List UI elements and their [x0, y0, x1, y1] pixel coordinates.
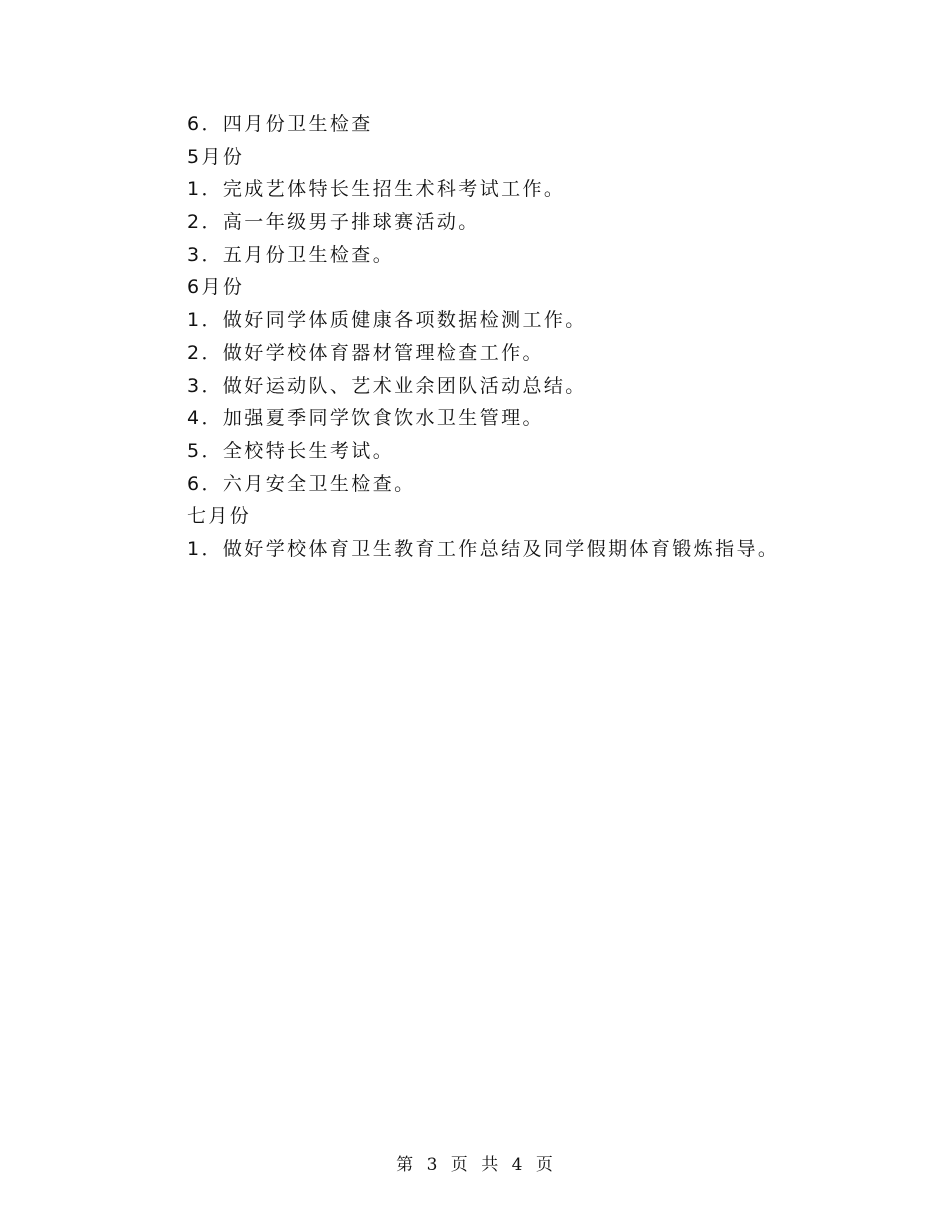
- document-body: [187, 108, 887, 566]
- list-item: 1．做好学校体育卫生教育工作总结及同学假期体育锻炼指导。: [187, 537, 780, 560]
- list-item: 3．五月份卫生检查。: [187, 243, 395, 266]
- section-heading: 七月份: [187, 505, 252, 528]
- section-heading: 5月份: [187, 145, 245, 168]
- list-item: 6．四月份卫生检查: [187, 113, 373, 135]
- list-item: 2．高一年级男子排球赛活动。: [187, 211, 480, 234]
- list-item: 5．全校特长生考试。: [187, 439, 395, 462]
- section-heading: 6月份: [187, 276, 245, 299]
- list-item: 6．六月安全卫生检查。: [187, 472, 416, 495]
- list-item: 2．做好学校体育器材管理检查工作。: [187, 341, 544, 364]
- list-item: 3．做好运动队、艺术业余团队活动总结。: [187, 374, 587, 397]
- page-number-footer: 第 3 页 共 4 页: [396, 1155, 554, 1175]
- list-item: 4．加强夏季同学饮食饮水卫生管理。: [187, 407, 544, 430]
- list-item: 1．做好同学体质健康各项数据检测工作。: [187, 309, 587, 332]
- list-item: 1．完成艺体特长生招生术科考试工作。: [187, 178, 566, 201]
